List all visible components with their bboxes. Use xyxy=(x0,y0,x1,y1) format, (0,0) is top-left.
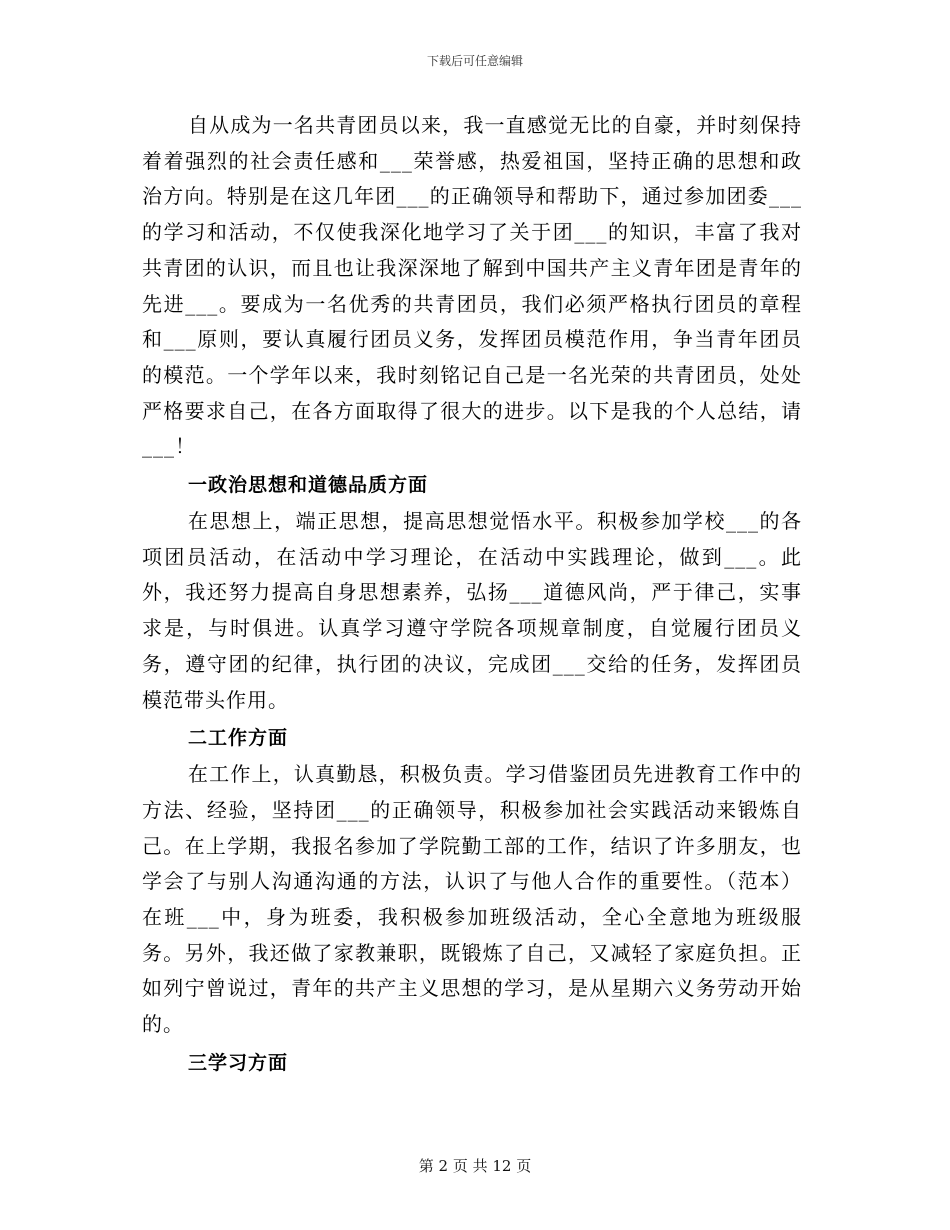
page-number-footer: 第 2 页 共 12 页 xyxy=(418,1157,532,1175)
political-paragraph: 在思想上，端正思想，提高思想觉悟水平。积极参加学校___的各项团员活动，在活动中学习理论，在活动中实践理论，做到___。此外，我还努力提高自身思想素养，弘扬___道德风尚，严于律己，实事求是，与时俱进。认真学习遵守学院各项规章制度，自觉履行团员义务，遵守团的纪律，执行团的决议，完成团___交给的任务，发挥团员模范带头作用。 xyxy=(142,509,802,712)
work-paragraph: 在工作上，认真勤恳，积极负责。学习借鉴团员先进教育工作中的方法、经验，坚持团___的正确领导，积极参加社会实践活动来锻炼自己。在上学期，我报名参加了学院勤工部的工作，结识了许多朋友，也学会了与别人沟通沟通的方法，认识了与他人合作的重要性。（范本）在班___中，身为班委，我积极参加班级活动，全心全意地为班级服务。另外，我还做了家教兼职，既锻炼了自己，又减轻了家庭负担。正如列宁曾说过，青年的共产主义思想的学习，是从星期六义务劳动开始的。 xyxy=(142,762,802,1037)
document-body xyxy=(142,108,802,1082)
intro-paragraph: 自从成为一名共青团员以来，我一直感觉无比的自豪，并时刻保持着着强烈的社会责任感和___荣誉感，热爱祖国，坚持正确的思想和政治方向。特别是在这几年团___的正确领导和帮助下，通过参加团委___的学习和活动，不仅使我深化地学习了关于团___的知识，丰富了我对共青团的认识，而且也让我深深地了解到中国共产主义青年团是青年的先进___。要成为一名优秀的共青团员，我们必须严格执行团员的章程和___原则，要认真履行团员义务，发挥团员模范作用，争当青年团员的模范。一个学年以来，我时刻铭记自己是一名光荣的共青团员，处处严格要求自己，在各方面取得了很大的进步。以下是我的个人总结，请___！ xyxy=(142,113,802,459)
section-heading-work: 二工作方面 xyxy=(188,727,289,750)
section-heading-political: 一政治思想和道德品质方面 xyxy=(188,474,429,497)
page-header: 下载后可任意编辑 xyxy=(426,54,523,68)
section-heading-study: 三学习方面 xyxy=(188,1051,289,1074)
